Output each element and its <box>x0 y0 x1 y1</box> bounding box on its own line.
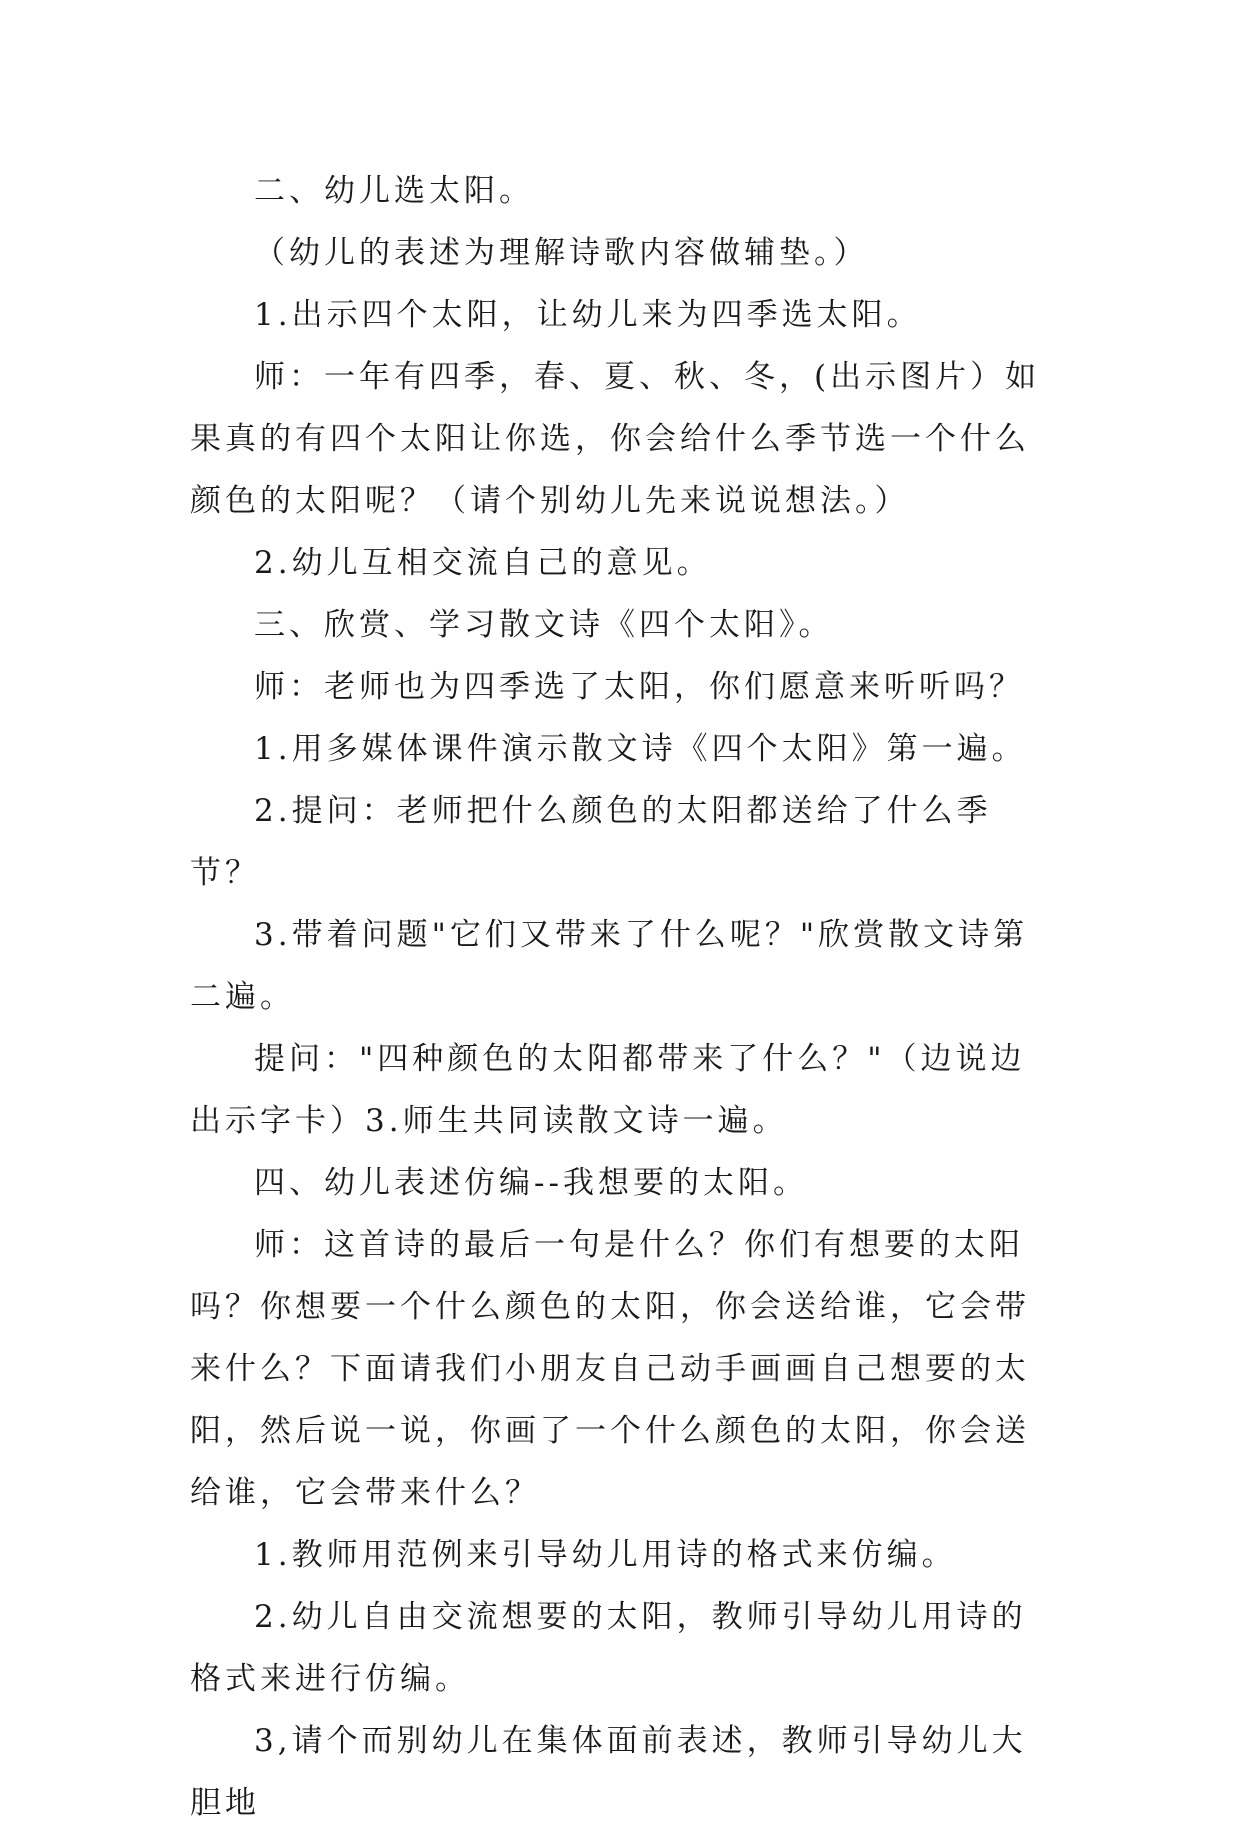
paragraph-step-1c: 1.教师用范例来引导幼儿用诗的格式来仿编。 <box>254 1537 957 1573</box>
paragraph-step-1: 1.出示四个太阳，让幼儿来为四季选太阳。 <box>254 297 922 333</box>
paragraph-step-2: 2.幼儿互相交流自己的意见。 <box>254 545 712 581</box>
paragraph-teacher-prompt: 师：这首诗的最后一句是什么？你们有想要的太阳吗？你想要一个什么颜色的太阳，你会送给谁，它会带来什么？下面请我们小朋友自己动手画画自己想要的太阳，然后说一说，你画了一个什么颜色的太阳，你会送给谁，它会带来什么？ <box>190 1227 1030 1511</box>
paragraph-step-2b: 2.提问：老师把什么颜色的太阳都送给了什么季节？ <box>190 793 992 891</box>
paragraph-section-4-heading: 四、幼儿表述仿编--我想要的太阳。 <box>254 1165 808 1201</box>
document-body <box>190 160 1050 1834</box>
paragraph-teacher-question: 师：一年有四季，春、夏、秋、冬，(出示图片）如果真的有四个太阳让你选，你会给什么季节选一个什么颜色的太阳呢？（请个别幼儿先来说说想法。） <box>190 359 1041 519</box>
paragraph-note: （幼儿的表述为理解诗歌内容做辅垫。） <box>254 235 869 271</box>
paragraph-section-2-heading: 二、幼儿选太阳。 <box>254 173 534 209</box>
paragraph-step-3b: 3.带着问题"它们又带来了什么呢？"欣赏散文诗第二遍。 <box>190 917 1029 1015</box>
paragraph-teacher-intro: 师：老师也为四季选了太阳，你们愿意来听听吗？ <box>254 669 1024 705</box>
paragraph-step-3c: 3,请个而别幼儿在集体面前表述，教师引导幼儿大胆地 <box>190 1723 1027 1821</box>
paragraph-step-1b: 1.用多媒体课件演示散文诗《四个太阳》第一遍。 <box>254 731 1027 767</box>
paragraph-question: 提问："四种颜色的太阳都带来了什么？"（边说边出示字卡）3.师生共同读散文诗一遍。 <box>190 1041 1026 1139</box>
paragraph-section-3-heading: 三、欣赏、学习散文诗《四个太阳》。 <box>254 607 834 643</box>
paragraph-step-2c: 2.幼儿自由交流想要的太阳，教师引导幼儿用诗的格式来进行仿编。 <box>190 1599 1027 1697</box>
